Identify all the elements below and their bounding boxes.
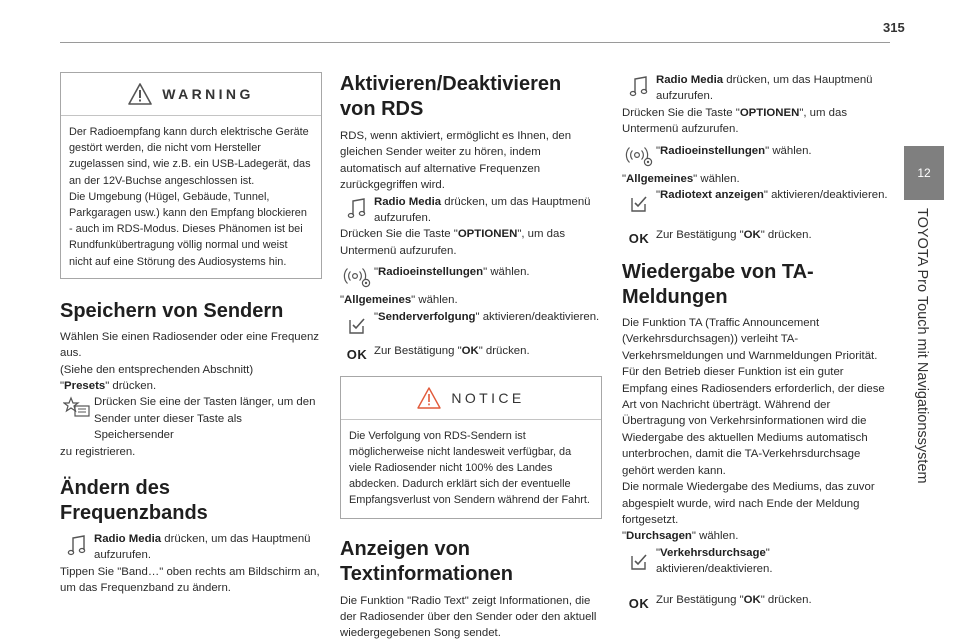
rds-radioeinst-icon-cell bbox=[340, 261, 374, 289]
c3-ok-text bbox=[656, 225, 812, 243]
column-1 bbox=[60, 72, 322, 597]
rds-radio-row bbox=[340, 194, 602, 227]
ta-verkehr-suffix: " aktivieren/deaktivieren. bbox=[656, 546, 773, 576]
checkbox-toggle-icon bbox=[348, 317, 366, 335]
c3-radiotext-icon-cell bbox=[622, 187, 656, 213]
ta-text: Die Funktion TA (Traffic Announcement (Verkehrsdurchsagen)) verleiht TA-Verkehrsmeldungen und Warnmeldungen Priorität. Für den Betrieb dieser Funktion ist ein guter Empfang eines Radiosenders erforderlich, der diese Art von Nachricht überträgt. Während der Übertragung von Verkehrsinformationen wird die Wiedergabe des aktuellen Mediums automatisch unterbrochen, damit die TA-Verkehrsdurchsage gehört werden kann. Die normale Wiedergabe des Mediums, das zuvor abgespielt wurde, wird nach Ende der Meldung fortgesetzt. bbox=[622, 317, 885, 526]
c3-radioeinst-text: "Radioeinstellungen" wählen. bbox=[656, 144, 812, 157]
band-radio-suffix: drücken, um das Hauptmenü aufzurufen. bbox=[94, 533, 311, 562]
ta-ok-b: OK bbox=[743, 593, 761, 606]
c3-optionen-a: Drücken Sie die Taste " bbox=[622, 106, 740, 119]
column-2 bbox=[340, 72, 602, 642]
ta-verkehr-row bbox=[622, 545, 888, 578]
rds-sender-label: Senderverfolgung bbox=[378, 310, 476, 323]
heading-ta: Wiedergabe von TA-Meldungen bbox=[622, 261, 814, 309]
rds-radio-suffix: drücken, um das Hauptmenü aufzurufen. bbox=[374, 195, 591, 225]
music-note-icon bbox=[347, 196, 367, 220]
rds-ok-a: Zur Bestätigung " bbox=[374, 344, 462, 357]
warning-text: Der Radioempfang kann durch elektrische Geräte gestört werden, die nicht vom Hersteller zugelassen sind, wie z.B. ein USB-Ladegerät, das an der 12V-Buchse angeschlossen ist. Die Umgebung (Hügel, Gebäude, Tunnel, Parkgaragen usw.) kann den Empfang blockieren - auch im RDS-Modus. Dieses Phänomen ist bei Rundfunkübertragung völlig normal und weist nicht auf eine Störung des Audiosystems hin. bbox=[69, 126, 311, 268]
c3-radioeinst-suffix: " wählen. bbox=[765, 144, 812, 157]
c3-allgemeines-label: Allgemeines bbox=[626, 172, 694, 185]
ta-durchsagen-label: Durchsagen bbox=[626, 530, 692, 543]
notice-label: NOTICE bbox=[451, 389, 525, 406]
chapter-number: 12 bbox=[917, 166, 931, 180]
rds-allgemeines-suffix: " wählen. bbox=[411, 294, 458, 307]
ta-ok-text bbox=[656, 590, 812, 608]
rds-optionen-b: OPTIONEN bbox=[457, 228, 518, 241]
ta-ok-a: Zur Bestätigung " bbox=[656, 593, 744, 606]
music-note-icon bbox=[67, 533, 87, 557]
heading-change-band: Ändern des Frequenzbands bbox=[60, 477, 208, 525]
store-text-1: Wählen Sie einen Radiosender oder eine Frequenz aus. bbox=[60, 330, 319, 360]
c3-optionen-text bbox=[622, 105, 888, 138]
ok-icon: OK bbox=[628, 231, 650, 247]
c3-allgemeines-text: "Allgemeines" wählen. bbox=[622, 172, 740, 185]
store-icon-cell bbox=[60, 394, 94, 418]
rds-optionen-a: Drücken Sie die Taste " bbox=[340, 228, 458, 241]
rds-sender-row bbox=[340, 309, 602, 335]
rds-sender-icon-cell bbox=[340, 309, 374, 335]
c3-ok-b: OK bbox=[743, 229, 761, 242]
chapter-title-vertical bbox=[902, 208, 946, 498]
rds-allgemeines-label: Allgemeines bbox=[344, 294, 412, 307]
radio-settings-icon bbox=[342, 263, 372, 289]
ok-icon: OK bbox=[628, 595, 650, 611]
c3-radiotext-row bbox=[622, 187, 888, 213]
rds-allgemeines-text: "Allgemeines" wählen. bbox=[340, 294, 458, 307]
checkbox-toggle-icon bbox=[630, 553, 648, 571]
band-radio-row bbox=[60, 531, 322, 564]
rds-ok-row bbox=[340, 341, 602, 362]
c3-optionen-c: ", um das Untermenü aufzurufen. bbox=[622, 106, 848, 136]
heading-textinfo: Anzeigen von Textinformationen bbox=[340, 537, 513, 585]
presets-suffix: drücken. bbox=[109, 380, 157, 393]
ta-ok-c: " drücken. bbox=[760, 593, 812, 606]
c3-radiotext-suffix: " aktivieren/deaktivieren. bbox=[763, 189, 888, 202]
c3-radioeinst-row bbox=[622, 140, 888, 168]
ta-verkehr-icon-cell bbox=[622, 545, 656, 571]
ta-ok-row bbox=[622, 590, 888, 611]
ta-verkehr-label: Verkehrsdurchsage bbox=[660, 546, 766, 559]
rds-optionen-text bbox=[340, 226, 602, 259]
c3-radioeinst-icon-cell bbox=[622, 140, 656, 168]
ok-icon: OK bbox=[346, 346, 368, 362]
c3-radio-text bbox=[656, 72, 888, 105]
c3-optionen-b: OPTIONEN bbox=[739, 106, 800, 119]
band-radio-label: Radio Media bbox=[94, 533, 162, 546]
ta-durchsagen-suffix: " wählen. bbox=[691, 530, 739, 543]
notice-triangle-icon bbox=[417, 387, 441, 409]
checkbox-toggle-icon bbox=[630, 195, 648, 213]
chapter-tab bbox=[904, 146, 944, 200]
band-radio-text bbox=[94, 531, 322, 564]
star-radio-preset-icon bbox=[63, 396, 91, 418]
column-3 bbox=[622, 72, 888, 611]
rds-ok-c: " drücken. bbox=[478, 344, 530, 357]
textinfo-text: Die Funktion "Radio Text" zeigt Informationen, die der Radiosender über den Sender oder den aktuell wiedergegebenen Song sendet. bbox=[340, 594, 597, 640]
c3-radio-suffix: drücken, um das Hauptmenü aufzurufen. bbox=[656, 74, 873, 103]
c3-ok-row bbox=[622, 225, 888, 246]
c3-radio-row bbox=[622, 72, 888, 105]
page-number: 315 bbox=[883, 20, 905, 35]
store-presets-line: "Presets" drücken. bbox=[60, 380, 157, 393]
rds-radioeinst-label: Radioeinstellungen bbox=[378, 266, 484, 279]
band-text: Tippen Sie "Band…" oben rechts am Bildschirm an, um das Frequenzband zu ändern. bbox=[60, 565, 320, 595]
rds-sender-suffix: " aktivieren/deaktivieren. bbox=[475, 310, 600, 323]
notice-box bbox=[340, 376, 602, 519]
rds-ok-b: OK bbox=[461, 344, 479, 357]
store-icon-text: Drücken Sie eine der Tasten länger, um den Sender unter dieser Taste als Speichersender bbox=[94, 396, 316, 442]
c3-radio-label: Radio Media bbox=[656, 74, 724, 86]
rds-radioeinst-suffix: " wählen. bbox=[483, 266, 530, 279]
c3-ok-a: Zur Bestätigung " bbox=[656, 229, 744, 242]
heading-rds: Aktivieren/Deaktivieren von RDS bbox=[340, 73, 562, 120]
rds-text: RDS, wenn aktiviert, ermöglicht es Ihnen, den gleichen Sender weiter zu hören, indem automatisch auf alternative Frequenzen zurückgegriffen wird. bbox=[340, 130, 572, 192]
radio-settings-icon bbox=[624, 142, 654, 168]
heading-store-stations: Speichern von Sendern bbox=[60, 299, 284, 322]
band-icon-cell bbox=[60, 531, 94, 557]
c3-radio-icon-cell bbox=[622, 72, 656, 98]
rds-radio-label: Radio Media bbox=[374, 195, 442, 208]
warning-box bbox=[60, 72, 322, 279]
ta-verkehr-text: "Verkehrsdurchsage" aktivieren/deaktivieren. bbox=[656, 546, 773, 576]
rds-radioeinst-row bbox=[340, 261, 602, 289]
presets-label: Presets bbox=[64, 380, 106, 393]
notice-divider bbox=[341, 419, 601, 420]
warning-label: WARNING bbox=[162, 86, 254, 102]
chapter-title: TOYOTA Pro Touch mit Navigationssystem bbox=[914, 208, 930, 484]
music-note-icon bbox=[629, 74, 649, 98]
rds-radio-text bbox=[374, 194, 602, 227]
store-text-2: (Siehe den entsprechenden Abschnitt) bbox=[60, 363, 254, 376]
warning-header bbox=[69, 79, 313, 109]
rds-ok-text bbox=[374, 341, 530, 359]
header-rule bbox=[60, 42, 890, 43]
c3-allgemeines-suffix: " wählen. bbox=[693, 172, 740, 185]
rds-optionen-c: ", um das Untermenü aufzurufen. bbox=[340, 228, 566, 257]
rds-sender-text: "Senderverfolgung" aktivieren/deaktivieren. bbox=[374, 310, 600, 323]
c3-radiotext-label: Radiotext anzeigen bbox=[660, 189, 764, 202]
c3-ok-c: " drücken. bbox=[760, 229, 812, 242]
ta-durchsagen-text: "Durchsagen" wählen. bbox=[622, 530, 739, 543]
notice-header bbox=[349, 383, 593, 413]
warning-triangle-icon bbox=[128, 83, 152, 105]
store-after: zu registrieren. bbox=[60, 445, 136, 458]
rds-radioeinst-text: "Radioeinstellungen" wählen. bbox=[374, 266, 530, 279]
rds-radio-icon-cell bbox=[340, 194, 374, 220]
store-icon-row bbox=[60, 394, 322, 443]
warning-divider bbox=[61, 115, 321, 116]
notice-text: Die Verfolgung von RDS-Sendern ist möglicherweise nicht landesweit verfügbar, da viele Radiosender nicht 100% des Landes abdecken. Dadurch erklärt sich der eventuelle Empfangsverlust von Sendern während der Fahrt. bbox=[349, 429, 590, 507]
c3-radiotext-text: "Radiotext anzeigen" aktivieren/deaktivieren. bbox=[656, 189, 888, 202]
c3-radioeinst-label: Radioeinstellungen bbox=[660, 144, 766, 157]
